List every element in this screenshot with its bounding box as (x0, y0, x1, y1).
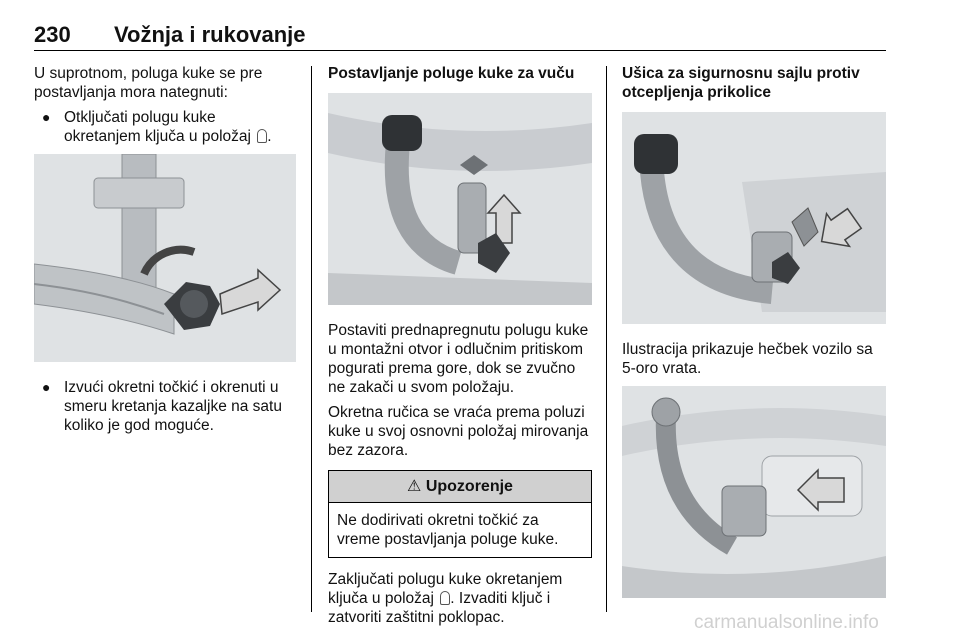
column-divider (606, 66, 607, 612)
illustration-hook-insert (328, 93, 592, 305)
section-heading: Postavljanje poluge kuke za vuču (328, 65, 575, 82)
section-heading: Ušica za sigurnosnu sajlu protiv otcepljenja prikolice (622, 65, 860, 101)
page-number: 230 (34, 22, 71, 47)
figure-hatchback-eyelet (622, 386, 886, 598)
bullet-dot: ● (42, 109, 51, 125)
paragraph-end: . Izvaditi ključ i zatvoriti zaštitni poklopac. (328, 590, 551, 626)
column-divider (311, 66, 312, 612)
illustration-star-knob (34, 154, 296, 362)
page-header (34, 20, 886, 51)
bullet-text: Izvući okretni točkić i okrenuti u smeru kretanja kazaljke na satu koliko je god moguće. (64, 379, 282, 434)
bullet-dot: ● (42, 379, 51, 395)
paragraph-start: Zaključati polugu kuke okretanjem ključa u položaj (328, 571, 563, 607)
bullet-text-end: . (267, 128, 272, 145)
warning-triangle-icon: ⚠ (407, 478, 422, 495)
warning-header (329, 471, 591, 503)
paragraph (328, 570, 592, 627)
figure-star-knob (34, 154, 296, 362)
bullet-item (34, 108, 296, 146)
key-locked-icon (440, 591, 450, 605)
intro-text: U suprotnom, poluga kuke se pre postavljanja mora nategnuti: (34, 65, 263, 101)
warning-text: Ne dodirivati okretni točkić za vreme postavljanja poluge kuke. (337, 512, 559, 548)
bullet-text: Otključati polugu kuke okretanjem ključa u položaj (64, 109, 251, 145)
figure-safety-eyelet (622, 112, 886, 324)
column-3 (622, 64, 886, 614)
paragraph: Postaviti prednapregnutu polugu kuke u montažni otvor i odlučnim pritiskom pogurati prema gore, dok se zvučno ne zakači u svom položaju. (328, 322, 589, 396)
watermark: carmanualsonline.info (694, 612, 879, 633)
column-1 (34, 64, 296, 441)
warning-box (328, 470, 592, 558)
paragraph: Okretna ručica se vraća prema poluzi kuke u svoj osnovni položaj mirovanja bez zazora. (328, 404, 589, 459)
key-unlocked-icon (257, 129, 267, 143)
bullet-item (34, 378, 296, 435)
chapter-title: Vožnja i rukovanje (114, 22, 306, 47)
warning-title: Upozorenje (425, 478, 513, 495)
illustration-safety-eyelet (622, 112, 886, 324)
column-2 (328, 64, 592, 633)
figure-caption: Ilustracija prikazuje hečbek vozilo sa 5-oro vrata. (622, 341, 873, 377)
figure-hook-insert (328, 93, 592, 305)
illustration-hatchback-eyelet (622, 386, 886, 598)
